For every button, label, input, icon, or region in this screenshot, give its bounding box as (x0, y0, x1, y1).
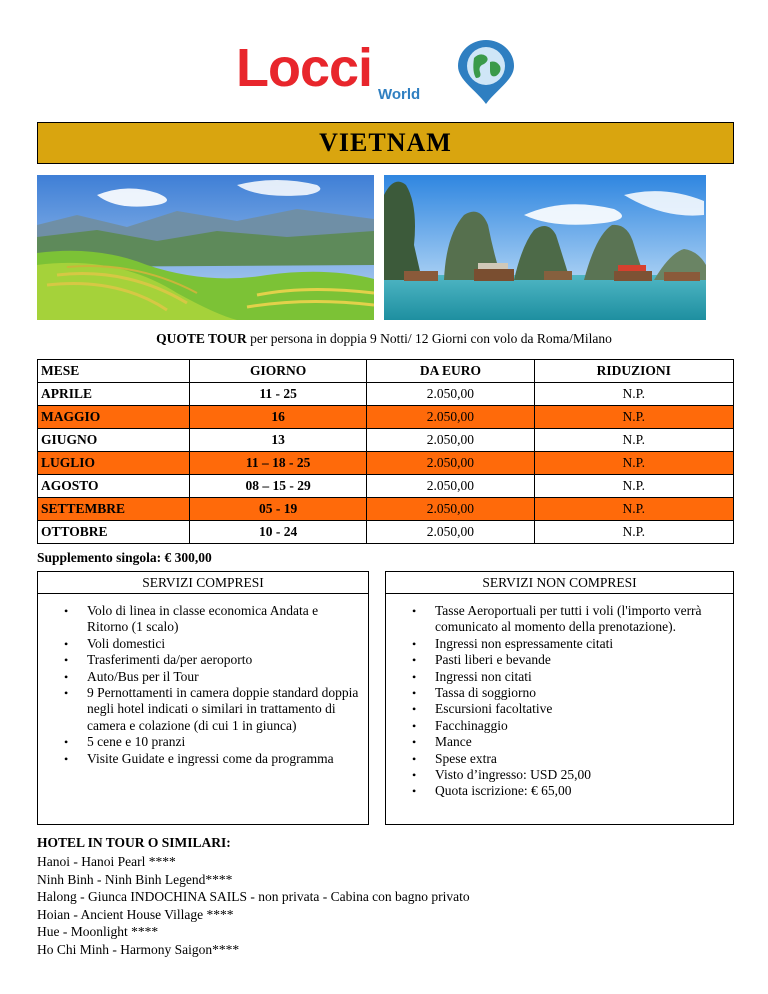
cell-euro: 2.050,00 (367, 521, 534, 544)
cell-mese: GIUGNO (38, 429, 190, 452)
excluded-services-title: SERVIZI NON COMPRESI (386, 572, 733, 594)
services-section (37, 571, 734, 825)
list-item: • 9 Pernottamenti in camera doppie standard doppia negli hotel indicati o similari in trattamento di camera e colazione (di cui 1 in giunca) (38, 685, 362, 734)
header-giorno: GIORNO (190, 360, 367, 383)
cell-giorno: 13 (190, 429, 367, 452)
cell-euro: 2.050,00 (367, 429, 534, 452)
list-item: Hoian - Ancient House Village **** (37, 906, 234, 922)
list-item: • Ingressi non citati (386, 669, 727, 685)
excluded-services-box (385, 571, 734, 825)
list-item: • Trasferimenti da/per aeroporto (38, 652, 362, 668)
cell-riduzioni: N.P. (534, 452, 733, 475)
cell-riduzioni: N.P. (534, 383, 733, 406)
cell-riduzioni: N.P. (534, 521, 733, 544)
table-row (38, 383, 734, 406)
cell-euro: 2.050,00 (367, 383, 534, 406)
included-services-title: SERVIZI COMPRESI (38, 572, 368, 594)
cell-riduzioni: N.P. (534, 475, 733, 498)
logo-sub-text: World (378, 86, 421, 103)
rice-terraces-photo (37, 175, 374, 320)
list-item: • Visite Guidate e ingressi come da programma (38, 751, 362, 767)
list-item: • 5 cene e 10 pranzi (38, 734, 362, 750)
cell-giorno: 11 – 18 - 25 (190, 452, 367, 475)
header-riduzioni: RIDUZIONI (534, 360, 733, 383)
hotels-title: HOTEL IN TOUR O SIMILARI: (37, 835, 231, 850)
table-row (38, 475, 734, 498)
cell-giorno: 08 – 15 - 29 (190, 475, 367, 498)
excluded-services-list (386, 594, 733, 800)
list-item: • Tasse Aeroportuali per tutti i voli (l'importo verrà comunicato al momento della prenotazione). (386, 603, 727, 636)
table-row (38, 429, 734, 452)
single-supplement: Supplemento singola: € 300,00 (37, 550, 212, 565)
list-item: Ho Chi Minh - Harmony Saigon**** (37, 941, 240, 957)
header-da-euro: DA EURO (367, 360, 534, 383)
list-item: • Escursioni facoltative (386, 701, 727, 717)
cell-giorno: 05 - 19 (190, 498, 367, 521)
cell-euro: 2.050,00 (367, 406, 534, 429)
quote-description: per persona in doppia 9 Notti/ 12 Giorni con volo da Roma/Milano (246, 331, 612, 346)
cell-euro: 2.050,00 (367, 498, 534, 521)
header-mese: MESE (38, 360, 190, 383)
logo-main-text: Locci (236, 38, 373, 98)
cell-euro: 2.050,00 (367, 452, 534, 475)
cell-euro: 2.050,00 (367, 475, 534, 498)
brand-logo (236, 38, 536, 110)
list-item: • Visto d’ingresso: USD 25,00 (386, 767, 727, 783)
table-header-row (38, 360, 734, 383)
table-row (38, 498, 734, 521)
list-item: • Spese extra (386, 751, 727, 767)
cell-mese: AGOSTO (38, 475, 190, 498)
table-row (38, 521, 734, 544)
list-item: • Quota iscrizione: € 65,00 (386, 783, 727, 799)
price-table (37, 359, 734, 544)
quote-label: QUOTE TOUR (156, 331, 247, 346)
list-item: • Pasti liberi e bevande (386, 652, 727, 668)
included-services-box (37, 571, 369, 825)
list-item: Hue - Moonlight **** (37, 924, 159, 940)
included-services-list (38, 594, 368, 767)
list-item: • Auto/Bus per il Tour (38, 669, 362, 685)
hotels-list (37, 853, 470, 959)
cell-giorno: 11 - 25 (190, 383, 367, 406)
cell-riduzioni: N.P. (534, 406, 733, 429)
list-item: • Mance (386, 734, 727, 750)
list-item: • Tassa di soggiorno (386, 685, 727, 701)
list-item: • Ingressi non espressamente citati (386, 636, 727, 652)
cell-giorno: 16 (190, 406, 367, 429)
cell-riduzioni: N.P. (534, 429, 733, 452)
title-bar (37, 122, 734, 164)
halong-bay-photo (384, 175, 706, 320)
cell-giorno: 10 - 24 (190, 521, 367, 544)
list-item: Hanoi - Hanoi Pearl **** (37, 854, 176, 869)
table-row (38, 406, 734, 429)
cell-riduzioni: N.P. (534, 498, 733, 521)
quote-tour-line (0, 331, 768, 347)
table-row (38, 452, 734, 475)
cell-mese: SETTEMBRE (38, 498, 190, 521)
list-item: • Facchinaggio (386, 718, 727, 734)
list-item: • Voli domestici (38, 636, 362, 652)
cell-mese: LUGLIO (38, 452, 190, 475)
cell-mese: OTTOBRE (38, 521, 190, 544)
page-title: VIETNAM (319, 128, 452, 157)
list-item: • Volo di linea in classe economica Andata e Ritorno (1 scalo) (38, 603, 362, 636)
cell-mese: MAGGIO (38, 406, 190, 429)
list-item: Halong - Giunca INDOCHINA SAILS - non privata - Cabina con bagno privato (37, 889, 470, 905)
list-item: Ninh Binh - Ninh Binh Legend**** (37, 871, 233, 887)
cell-mese: APRILE (38, 383, 190, 406)
map-pin-globe-icon (454, 40, 518, 106)
